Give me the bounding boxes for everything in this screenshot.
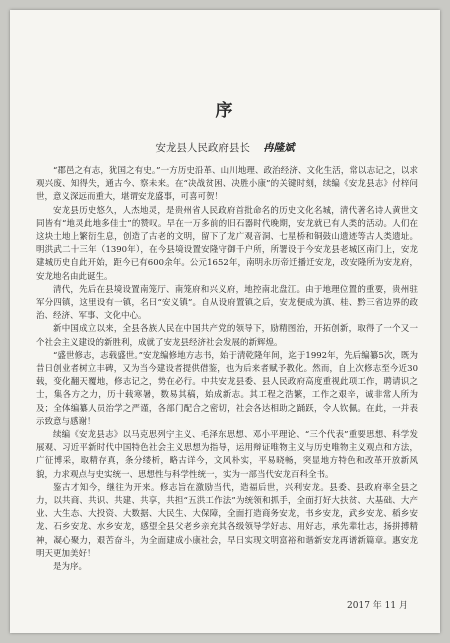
author-title: 安龙县人民政府县长 (155, 142, 250, 154)
paragraph: 是为序。 (53, 562, 88, 573)
date: 2017 年 11 月 (347, 601, 408, 611)
paragraph: “郡邑之有志，犹国之有史。”一方历史沿革、山川地理、政治经济、文化生活，常以志记之，以求观兴废、知得失，通古今、察未来。在“决战贫困、决胜小康”的关键时刻，续编《安龙县志》付梓问世，意义深远而重大，堪谓安龙盛事，可喜可贺！ (36, 166, 418, 203)
paragraph: 安龙县历史悠久，人杰地灵，是贵州省人民政府首批命名的历史文化名城，清代著名诗人黄世文同皆有“地灵此地多佳士”的赞叹。早在一万多前的旧石器时代晚期，安龙就已有人类的活动。人们在这块土地上繁衍生息，创造了古老的文明，留下了龙广观音洞、七星桥和铜鼓山遗迹等古人类遗址。明洪武二十三年（1390年），在今县境设置安隆守御千户所，所署设于今安龙县老城区南门上，安龙建城历史自此开始，距今已有600余年。公元1652年，南明永历帝迁播迁安龙，改安隆所为安龙府，安龙地名由此诞生。 (36, 205, 418, 282)
document-page (10, 10, 440, 633)
page-title: 序 (215, 101, 235, 121)
paragraph: 清代，先后在县境设置南笼厅、南笼府和兴义府，地控南北盘江。由于地理位置的重要，贵州驻军分四镇，这里设有一镇，名曰“安义镇”。自从设府置镇之后，安龙便成为滇、桂、黔三省边界的政治、经济、军事、文化中心。 (36, 284, 418, 322)
paragraph: “盛世修志，志载盛世。”安龙编修地方志书，始于清乾隆年间，迄于1992年，先后编纂5次，既为昔日创业者树立丰碑，又为当今建设者提供借鉴，也为后来者赋予教化。然而，自上次修志至今近30载，变化翻天覆地，修志记之，势在必行。中共安龙县委、县人民政府高度重视此项工作，聘请识之士，集各方之力，历十载寒暑，数易其稿，始成新志。其工程之浩繁，工作之艰辛，诚非常人所为及；全体编纂人员治学之严谨，各部门配合之密切，社会各达相助之踊跃，令人钦佩。在此，一并表示致意与感谢！ (36, 350, 418, 427)
author-signature: 冉隆斌 (263, 142, 295, 154)
paragraph: 鉴古才知今，继往为开来。修志旨在激励当代，造福后世，兴利安龙。县委、县政府率全县之力，以共商、共识、共建、共享，共担“五洪工作法”为统领和抓手，全面打好大扶贫、大基础、大产业、大生态、大投资、大数据、大民生、大保障，全面打造商务安龙，书乡安龙，武乡安龙、稻乡安龙、石乡安龙、水乡安龙，感望全县父老乡亲充其各级领导学好志、用好志，承先辈壮志，扬拼搏精神，凝心聚力，艰苦奋斗，为全面建成小康社会，早日实现文明富裕和谐新安龙再谱新篇章。惠安龙明天更加美好！ (36, 482, 418, 559)
byline (10, 140, 440, 155)
paragraph: 新中国成立以来，全县各族人民在中国共产党的领导下，励精图治，开拓创新，取得了一个又一个社会主义建设的新胜利，成就了安龙县经济社会发展的新辉煌。 (36, 324, 418, 348)
preface-body (36, 165, 418, 574)
paragraph: 续编《安龙县志》以马克思列宁主义、毛泽东思想、邓小平理论、“三个代表”重要思想、科学发展观、习近平新时代中国特色社会主义思想为指导，运用辩证唯物主义与历史唯物主义观点和方法，广征博采，取精存真，条分缕析，略古详今，文风朴实，平易晓畅，突显地方特色和改革开放新风貌，力求观点与史实统一、思想性与科学性统一，实为一部当代安龙百科全书。 (36, 430, 418, 480)
